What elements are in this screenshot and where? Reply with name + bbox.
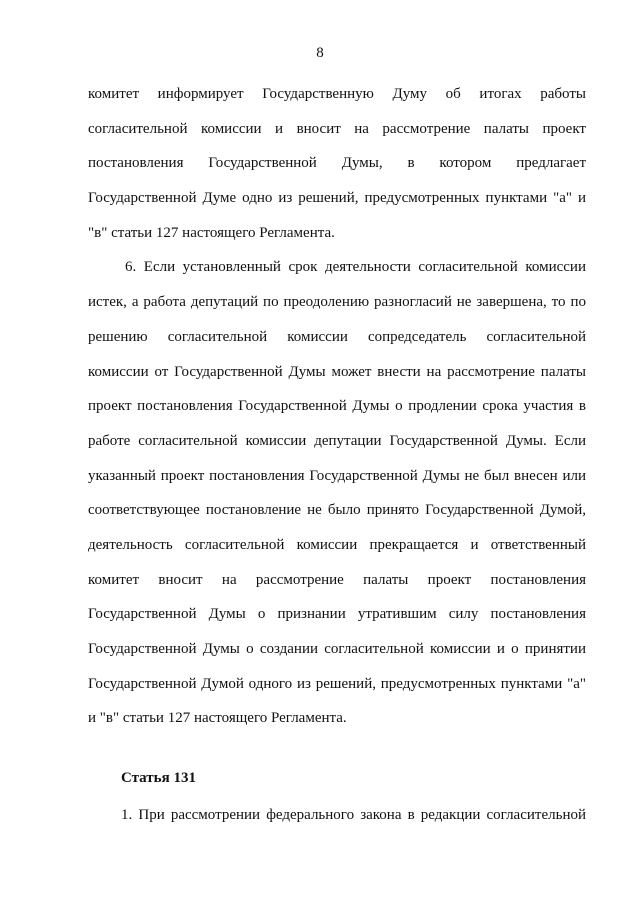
text-line: соответствующее постановление не было принято Государственной Думой,: [88, 502, 586, 519]
page-number: 8: [316, 45, 324, 61]
text-line: "в" статьи 127 настоящего Регламента.: [88, 224, 335, 241]
text-line: проект постановления Государственной Думы о продлении срока участия в: [88, 398, 586, 415]
text-line: 6. Если установленный срок деятельности согласительной комиссии: [125, 259, 586, 276]
article-heading: Статья 131: [121, 770, 196, 786]
text-line: комитет информирует Государственную Думу об итогах работы: [88, 86, 586, 102]
text-line: указанный проект постановления Государственной Думы не был внесен или: [88, 467, 586, 484]
text-line: решению согласительной комиссии сопредседатель согласительной: [88, 328, 586, 345]
text-line: Государственной Думе одно из решений, предусмотренных пунктами "а" и: [88, 190, 586, 207]
text-line: комиссии от Государственной Думы может внести на рассмотрение палаты: [88, 363, 586, 380]
text-line: согласительной комиссии и вносит на рассмотрение палаты проект: [88, 120, 586, 137]
text-line: комитет вносит на рассмотрение палаты проект постановления: [88, 571, 586, 588]
text-line: Государственной Думы о признании утратившим силу постановления: [88, 606, 586, 623]
text-line: Государственной Думой одного из решений, предусмотренных пунктами "а": [88, 675, 586, 692]
text-line: Государственной Думы о создании согласительной комиссии и о принятии: [88, 641, 586, 657]
text-line: деятельность согласительной комиссии прекращается и ответственный: [88, 536, 586, 553]
main-text: [88, 84, 586, 743]
article-first-line: 1. При рассмотрении федерального закона в редакции согласительной: [121, 807, 586, 823]
text-line: работе согласительной комиссии депутации Государственной Думы. Если: [88, 432, 586, 449]
text-line: истек, а работа депутаций по преодолению разногласий не завершена, то по: [88, 294, 586, 311]
text-line: постановления Государственной Думы, в котором предлагает: [88, 155, 586, 172]
text-line: и "в" статьи 127 настоящего Регламента.: [88, 710, 347, 727]
